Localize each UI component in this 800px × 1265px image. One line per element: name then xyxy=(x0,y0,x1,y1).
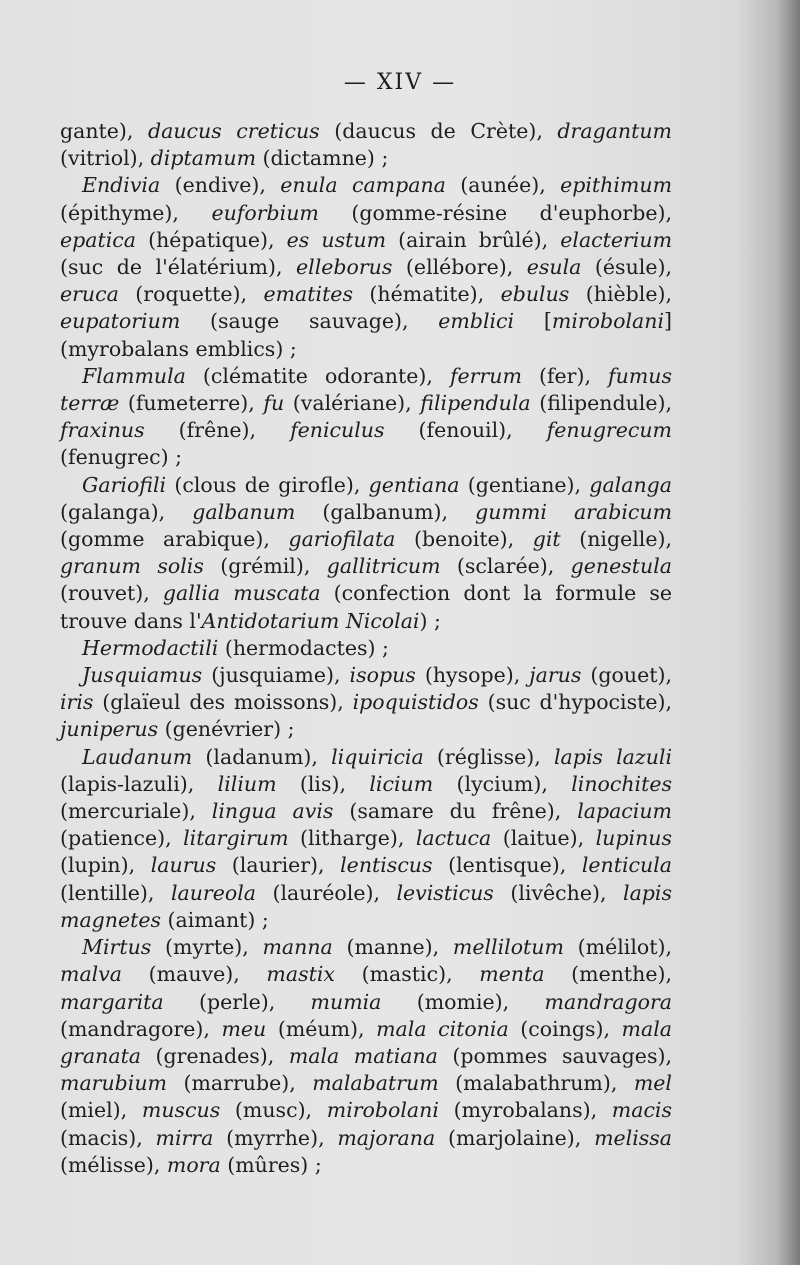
text-run: (fumeterre), xyxy=(119,391,264,416)
text-run: (myrte), xyxy=(151,935,263,960)
latin-term: mala matiana xyxy=(288,1043,438,1068)
latin-term: meu xyxy=(221,1016,267,1041)
paragraph xyxy=(60,118,672,172)
latin-term: fu xyxy=(263,391,285,416)
latin-term: fenugrecum xyxy=(546,418,672,443)
latin-term: lactuca xyxy=(415,826,492,851)
text-run: (glaïeul des moissons), xyxy=(93,690,353,715)
paragraph xyxy=(60,363,672,472)
text-run: (samare du frêne), xyxy=(333,799,578,824)
latin-term: lilium xyxy=(217,771,277,796)
latin-term: manna xyxy=(262,935,333,960)
text-run: (litharge), xyxy=(288,826,416,851)
latin-term: lupinus xyxy=(595,826,672,851)
text-run: (gomme arabique), xyxy=(60,527,289,552)
latin-term: Jusquiamus xyxy=(82,663,203,688)
latin-term: emblici xyxy=(438,309,515,334)
text-run: (mûres) ; xyxy=(220,1152,322,1177)
text-run: (sclarée), xyxy=(440,554,571,579)
text-run: (épithyme), xyxy=(60,200,212,225)
text-run: (nigelle), xyxy=(560,527,672,552)
text-run: (sauge sauvage), xyxy=(180,309,439,334)
paragraph xyxy=(60,934,672,1179)
text-run: (grenades), xyxy=(141,1043,289,1068)
latin-term: ferrum xyxy=(449,363,522,388)
text-run: (momie), xyxy=(381,989,545,1014)
latin-term: genestula xyxy=(570,554,672,579)
latin-term: malabatrum xyxy=(312,1071,439,1096)
text-run: (vitriol), xyxy=(60,146,151,171)
text-run: (mauve), xyxy=(122,962,267,987)
text-run: (hièble), xyxy=(569,282,672,307)
latin-term: lapis lazuli xyxy=(553,744,673,769)
paragraph xyxy=(60,662,672,744)
text-run: (fer), xyxy=(521,363,609,388)
text-run: (suc de l'élatérium), xyxy=(60,255,297,280)
latin-term: esula xyxy=(526,255,582,280)
text-run: (perle), xyxy=(163,989,311,1014)
text-run: (ésule), xyxy=(581,255,672,280)
paragraph xyxy=(60,172,672,362)
latin-term: litargirum xyxy=(183,826,289,851)
latin-term: mala granata xyxy=(60,1016,672,1068)
latin-term: gallia muscata xyxy=(162,581,321,606)
latin-term: es ustum xyxy=(286,227,387,252)
latin-term: galanga xyxy=(589,472,672,497)
text-run: (airain brûlé), xyxy=(386,227,561,252)
text-run: (lapis-lazuli), xyxy=(60,771,218,796)
latin-term: lingua avis xyxy=(211,799,334,824)
latin-term: mala citonia xyxy=(376,1016,509,1041)
text-run: (myrobalans), xyxy=(438,1098,612,1123)
text-run: (miel), xyxy=(60,1098,142,1123)
text-run: (laurier), xyxy=(216,853,341,878)
latin-term: majorana xyxy=(337,1125,436,1150)
latin-term: mellilotum xyxy=(452,935,564,960)
latin-term: eupatorium xyxy=(60,309,181,334)
latin-term: Mirtus xyxy=(82,935,152,960)
latin-term: lapacium xyxy=(577,799,672,824)
text-run: (frêne), xyxy=(144,418,291,443)
text-run: (myrrhe), xyxy=(213,1125,338,1150)
latin-term: epithimum xyxy=(560,173,673,198)
latin-term: menta xyxy=(479,962,545,987)
text-run: (fenugrec) ; xyxy=(60,445,183,470)
text-run: (hermodactes) ; xyxy=(218,635,389,660)
latin-term: lentiscus xyxy=(340,853,433,878)
latin-term: Flammula xyxy=(82,363,186,388)
text-run: (mélisse), xyxy=(60,1152,167,1177)
latin-term: margarita xyxy=(60,989,164,1014)
text-run: (hématite), xyxy=(352,282,501,307)
text-run: gante), xyxy=(60,119,148,143)
latin-term: ebulus xyxy=(500,282,570,307)
text-run: (lentisque), xyxy=(432,853,582,878)
text-run: [ xyxy=(514,309,552,334)
latin-term: muscus xyxy=(141,1098,221,1123)
latin-term: mirobolani xyxy=(326,1098,439,1123)
latin-term: eruca xyxy=(60,282,119,307)
text-run: (jusquiame), xyxy=(202,663,350,688)
text-run: (manne), xyxy=(332,935,453,960)
text-run: (pommes sauvages), xyxy=(437,1043,672,1068)
latin-term: filipendula xyxy=(420,391,531,416)
text-run: (clous de girofle), xyxy=(166,472,369,497)
latin-term: jarus xyxy=(529,663,582,688)
latin-term: elleborus xyxy=(296,255,393,280)
latin-term: licium xyxy=(369,771,434,796)
text-run: (galanga), xyxy=(60,499,193,524)
text-run: (aunée), xyxy=(445,173,561,198)
latin-term: juniperus xyxy=(60,717,159,742)
latin-term: euforbium xyxy=(211,200,319,225)
paragraph xyxy=(60,635,672,662)
paragraph xyxy=(60,472,672,635)
latin-term: linochites xyxy=(571,771,672,796)
text-run: (daucus de Crète), xyxy=(319,119,558,143)
text-run: (coings), xyxy=(508,1016,622,1041)
text-run: (marjolaine), xyxy=(435,1125,595,1150)
text-run: (lauréole), xyxy=(256,880,397,905)
text-run: (malabathrum), xyxy=(438,1071,634,1096)
text-run: (musc), xyxy=(220,1098,327,1123)
latin-term: Hermodactili xyxy=(82,635,219,660)
text-run: (endive), xyxy=(160,173,281,198)
text-run: (lis), xyxy=(276,771,370,796)
text-run: (valériane), xyxy=(284,391,421,416)
text-run: (ellébore), xyxy=(392,255,527,280)
text-run: (méum), xyxy=(266,1016,377,1041)
latin-term: marubium xyxy=(60,1071,167,1096)
text-run: (gouet), xyxy=(581,663,672,688)
latin-term: Antidotarium Nicolai xyxy=(201,608,420,633)
text-run: (clématite odorante), xyxy=(185,363,450,388)
latin-term: mumia xyxy=(310,989,382,1014)
text-run: (hysope), xyxy=(415,663,530,688)
text-run: (filipendule), xyxy=(530,391,672,416)
latin-term: dragantum xyxy=(557,119,672,143)
latin-term: isopus xyxy=(349,663,416,688)
text-run: (lupin), xyxy=(60,853,151,878)
text-run: (ladanum), xyxy=(192,744,332,769)
text-run: (hépatique), xyxy=(135,227,287,252)
text-run: (grémil), xyxy=(203,554,327,579)
latin-term: malva xyxy=(60,962,123,987)
text-run: (macis), xyxy=(60,1125,156,1150)
latin-term: gallitricum xyxy=(326,554,441,579)
text-run: (livêche), xyxy=(493,880,624,905)
text-run: (lentille), xyxy=(60,880,171,905)
latin-term: macis xyxy=(611,1098,672,1123)
latin-term: levisticus xyxy=(396,880,494,905)
text-run: (mandragore), xyxy=(60,1016,222,1041)
latin-term: feniculus xyxy=(290,418,385,443)
page-number-header: — XIV — xyxy=(343,70,457,95)
text-run: (suc d'hypociste), xyxy=(478,690,672,715)
latin-term: gentiana xyxy=(368,472,460,497)
latin-term: liquiricia xyxy=(331,744,424,769)
text-run: (réglisse), xyxy=(423,744,554,769)
text-run: (aimant) ; xyxy=(161,907,269,932)
latin-term: Gariofili xyxy=(82,472,167,497)
text-run: (fenouil), xyxy=(384,418,547,443)
text-run: (confection dont la formule se trouve dans l' xyxy=(60,581,672,633)
latin-term: galbanum xyxy=(192,499,296,524)
latin-term: granum solis xyxy=(60,554,204,579)
latin-term: mel xyxy=(633,1071,672,1096)
latin-term: mirobolani xyxy=(551,309,665,334)
text-run: (mastic), xyxy=(334,962,480,987)
text-run: (mélilot), xyxy=(563,935,672,960)
text-run: (dictamne) ; xyxy=(256,146,389,171)
latin-term: fumus terræ xyxy=(60,363,672,416)
latin-term: elacterium xyxy=(560,227,673,252)
latin-term: git xyxy=(532,527,561,552)
text-run: (patience), xyxy=(60,826,184,851)
latin-term: laurus xyxy=(150,853,217,878)
paragraph xyxy=(60,744,672,934)
text-run: (genévrier) ; xyxy=(158,717,295,742)
text-run: (lycium), xyxy=(433,771,572,796)
latin-term: mora xyxy=(166,1152,221,1177)
latin-term: Endivia xyxy=(82,173,161,198)
latin-term: mandragora xyxy=(544,989,672,1014)
text-run: ] (myrobalans emblics) ; xyxy=(60,309,673,361)
text-run: (mercuriale), xyxy=(60,799,212,824)
text-run: (marrube), xyxy=(166,1071,313,1096)
latin-term: Laudanum xyxy=(82,744,193,769)
latin-term: gummi arabicum xyxy=(475,499,673,524)
latin-term: epatica xyxy=(60,227,136,252)
text-run: ) ; xyxy=(419,608,441,633)
latin-term: fraxinus xyxy=(60,418,145,443)
latin-term: mastix xyxy=(266,962,335,987)
latin-term: mirra xyxy=(155,1125,214,1150)
text-run: (galbanum), xyxy=(295,499,476,524)
text-run: (laitue), xyxy=(491,826,596,851)
latin-term: iris xyxy=(60,690,94,715)
latin-term: ipoquistidos xyxy=(352,690,479,715)
latin-term: diptamum xyxy=(150,146,257,171)
text-run: (benoite), xyxy=(395,527,533,552)
latin-term: ematites xyxy=(263,282,353,307)
latin-term: lenticula xyxy=(581,853,672,878)
text-run: (gentiane), xyxy=(459,472,590,497)
text-run: (rouvet), xyxy=(60,581,163,606)
page-body-text xyxy=(60,118,672,1179)
text-run: (menthe), xyxy=(544,962,672,987)
latin-term: laureola xyxy=(170,880,256,905)
text-run: (gomme-résine d'euphorbe), xyxy=(318,200,673,225)
latin-term: lapis magnetes xyxy=(60,880,672,932)
text-run: (roquette), xyxy=(118,282,264,307)
latin-term: enula campana xyxy=(280,173,446,198)
latin-term: daucus creticus xyxy=(147,119,320,143)
latin-term: melissa xyxy=(594,1125,673,1150)
latin-term: gariofilata xyxy=(288,527,396,552)
